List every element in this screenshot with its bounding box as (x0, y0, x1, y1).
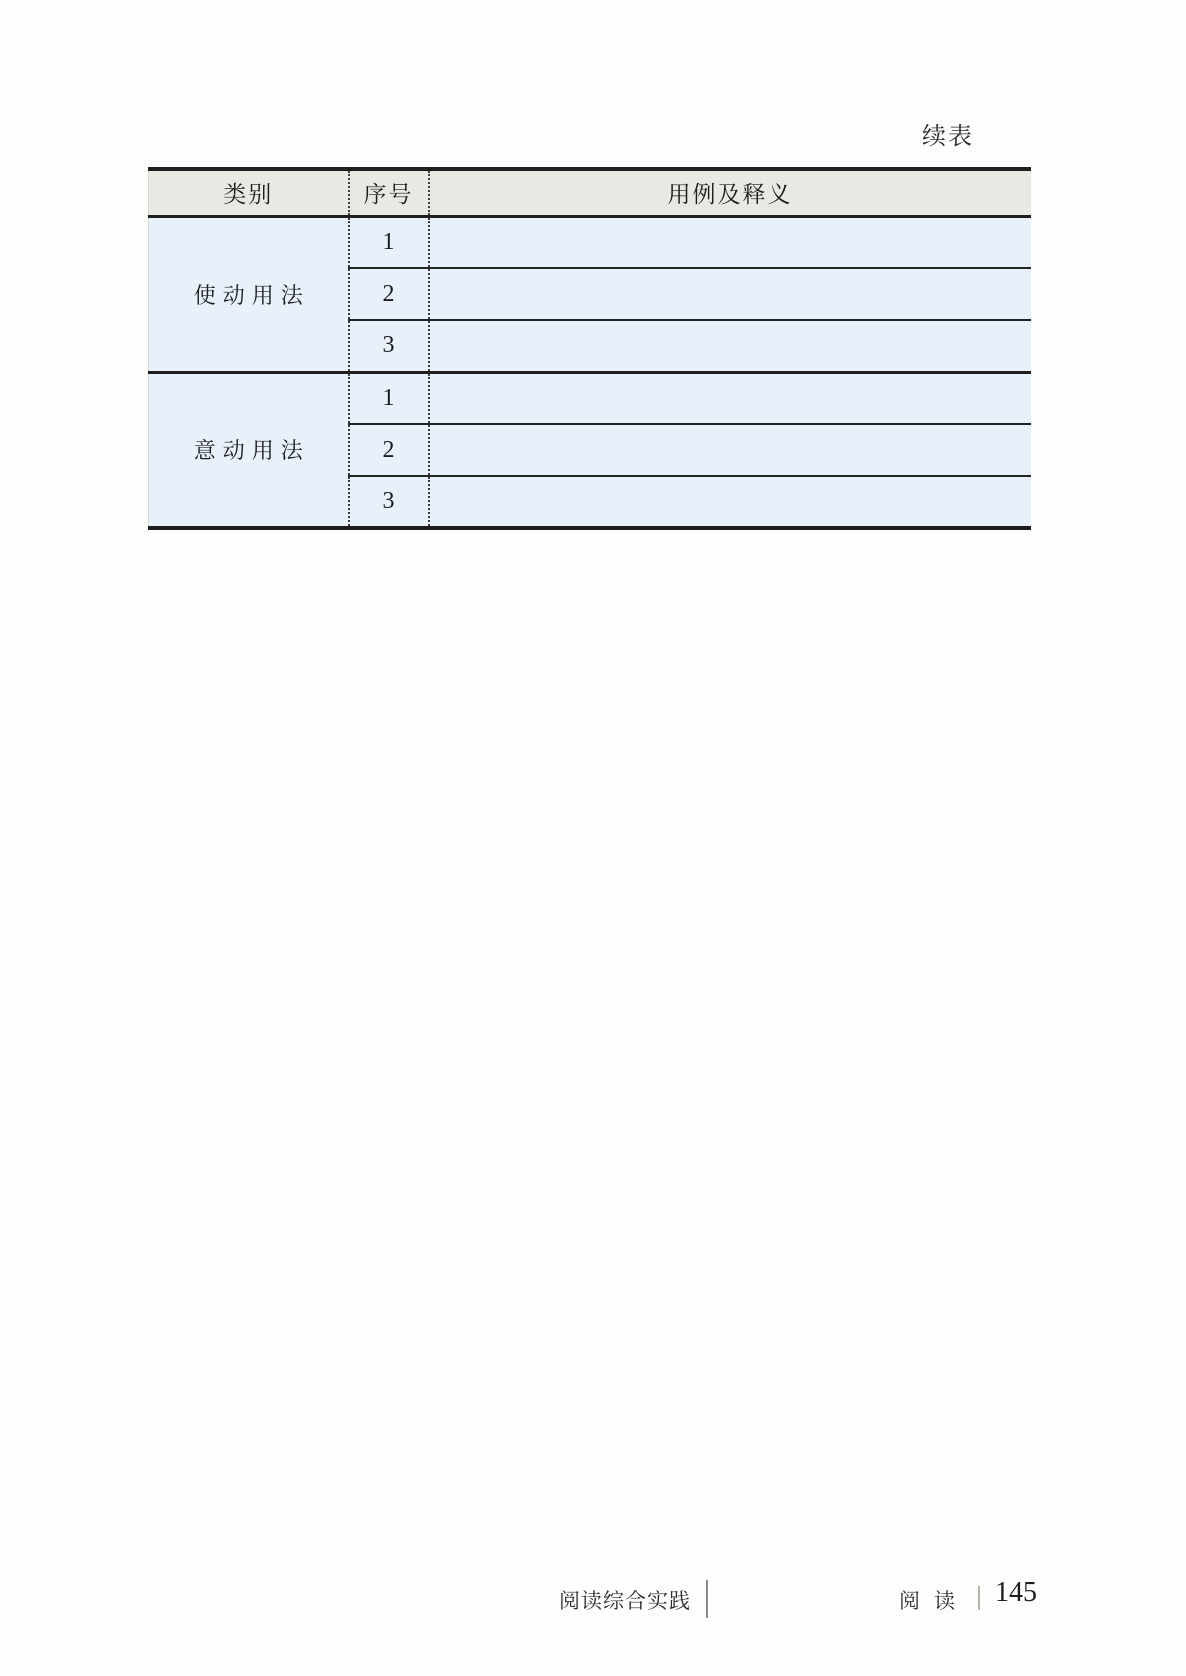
category-cell-yidong: 意动用法 (149, 372, 349, 528)
footer-section-title: 阅读综合实践 (559, 1589, 691, 1613)
usage-blank-cell (429, 268, 1031, 320)
category-cell-shidong: 使动用法 (149, 216, 349, 372)
header-category: 类别 (149, 169, 349, 216)
number-cell: 3 (349, 476, 429, 528)
continued-table-label: 续表 (922, 124, 974, 150)
number-cell: 2 (349, 268, 429, 320)
footer-page-divider (978, 1586, 980, 1610)
usage-blank-cell (429, 424, 1031, 476)
number-cell: 1 (349, 216, 429, 268)
header-usage: 用例及释义 (429, 169, 1031, 216)
usage-blank-cell (429, 476, 1031, 528)
table-row (149, 372, 1031, 424)
footer-chapter-label: 阅读 (899, 1589, 969, 1613)
usage-blank-cell (429, 320, 1031, 372)
number-cell: 3 (349, 320, 429, 372)
number-cell: 1 (349, 372, 429, 424)
table-row (149, 216, 1031, 268)
page-number: 145 (995, 1577, 1037, 1608)
usage-table (148, 167, 1031, 530)
usage-blank-cell (429, 216, 1031, 268)
number-cell: 2 (349, 424, 429, 476)
table-header-row (149, 169, 1031, 216)
footer-divider-bar (706, 1580, 708, 1618)
header-number: 序号 (349, 169, 429, 216)
usage-blank-cell (429, 372, 1031, 424)
